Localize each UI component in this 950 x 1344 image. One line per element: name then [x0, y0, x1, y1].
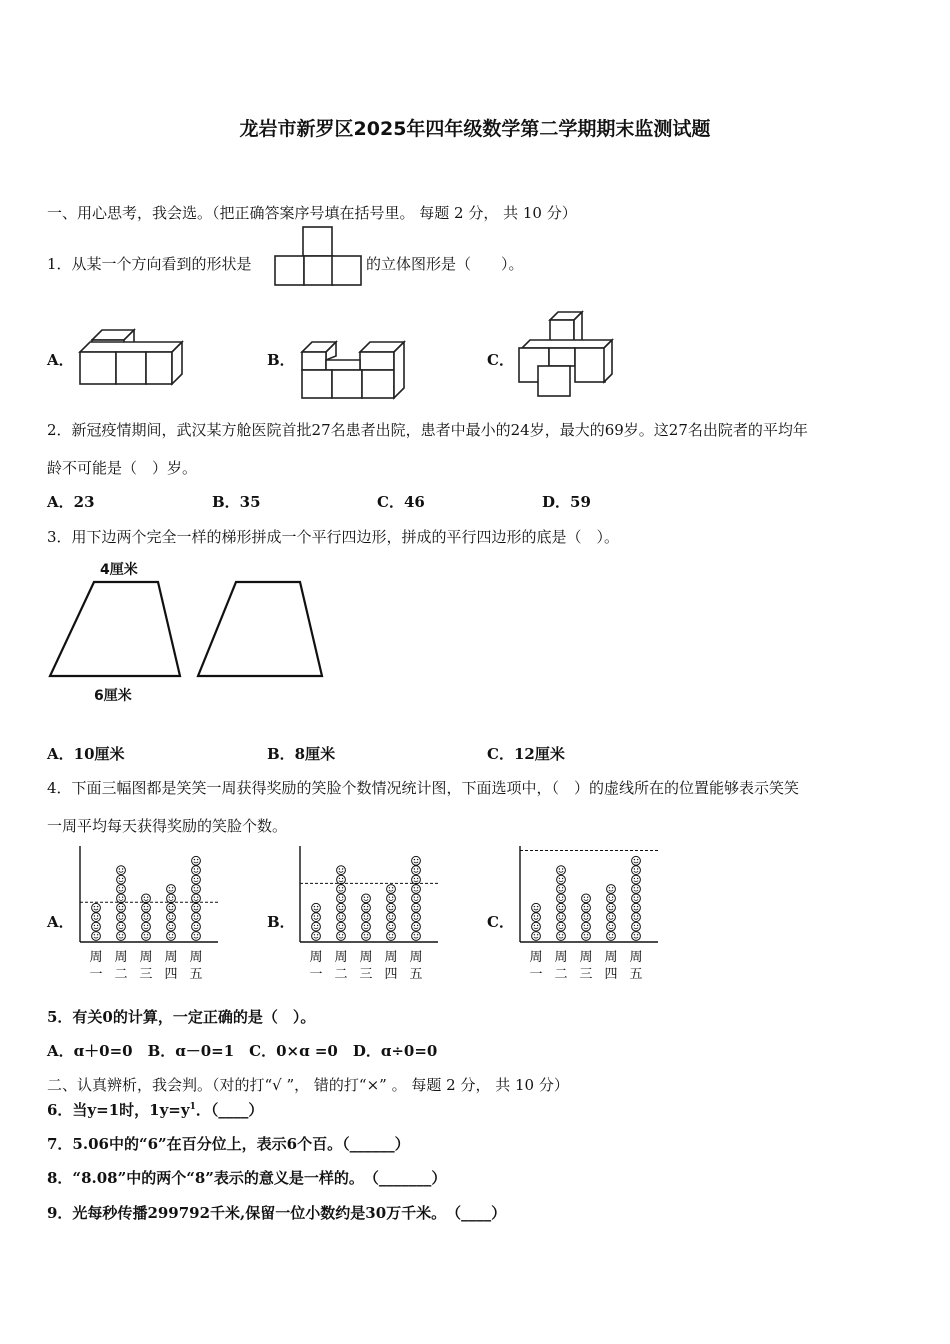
- smiley-face-icon: [167, 913, 176, 922]
- q1-suffix: 的立体图形是（ ）。: [366, 255, 524, 273]
- smiley-face-icon: [337, 903, 346, 912]
- smiley-face-icon: [607, 932, 616, 941]
- q3-option-c: C．12厘米: [487, 745, 565, 763]
- q4-option-c-label: C．: [487, 913, 514, 931]
- smiley-face-icon: [337, 885, 346, 894]
- smiley-face-icon: [117, 913, 126, 922]
- smiley-face-icon: [557, 894, 566, 903]
- smiley-face-icon: [557, 885, 566, 894]
- q2-text-line2: 龄不可能是（ ）岁。: [47, 459, 198, 477]
- trapezoid-top-label: 4厘米: [100, 562, 138, 578]
- smiley-face-icon: [412, 866, 421, 875]
- smiley-face-icon: [362, 932, 371, 941]
- smiley-face-icon: [117, 932, 126, 941]
- smiley-face-icon: [337, 866, 346, 875]
- smiley-face-icon: [557, 875, 566, 884]
- smiley-face-icon: [117, 894, 126, 903]
- smiley-face-icon: [412, 922, 421, 931]
- smiley-face-icon: [192, 856, 201, 865]
- smiley-face-icon: [312, 922, 321, 931]
- day-label-bottom: 四: [384, 967, 398, 982]
- smiley-face-icon: [192, 913, 201, 922]
- smiley-face-icon: [92, 903, 101, 912]
- smiley-face-icon: [142, 894, 151, 903]
- trapezoid-bottom-label: 6厘米: [94, 688, 132, 704]
- day-label-bottom: 四: [604, 967, 618, 982]
- smiley-face-icon: [412, 856, 421, 865]
- day-label-bottom: 三: [359, 967, 373, 982]
- q1-option-c-label: C．: [487, 351, 514, 369]
- smiley-face-icon: [117, 885, 126, 894]
- section-2-heading: 二、认真辨析，我会判。（对的打“√ ”， 错的打“×” 。 每题 2 分， 共 10 分）: [47, 1076, 569, 1094]
- smiley-column-周一: [312, 903, 321, 940]
- smiley-face-icon: [387, 885, 396, 894]
- smiley-column-周二: [117, 866, 126, 941]
- smiley-face-icon: [387, 932, 396, 941]
- smiley-face-icon: [557, 903, 566, 912]
- q4-text-line2: 一周平均每天获得奖励的笑脸个数。: [47, 817, 288, 835]
- smiley-face-icon: [117, 922, 126, 931]
- q5-options: A．ɑ＋0=0 B．ɑ－0=1 C．0×ɑ =0 D．ɑ÷0=0: [47, 1042, 438, 1060]
- q6-main: 6．当y=1时，1y=y: [47, 1101, 190, 1119]
- smiley-face-icon: [192, 885, 201, 894]
- smiley-chart-a: [76, 844, 222, 986]
- smiley-face-icon: [312, 913, 321, 922]
- smiley-face-icon: [387, 903, 396, 912]
- smiley-face-icon: [337, 894, 346, 903]
- smiley-face-icon: [387, 913, 396, 922]
- smiley-face-icon: [167, 894, 176, 903]
- smiley-column-周五: [632, 856, 641, 940]
- smiley-face-icon: [607, 913, 616, 922]
- q6-blank: ．（____）: [195, 1101, 264, 1119]
- smiley-face-icon: [532, 903, 541, 912]
- day-label-top: 周: [529, 950, 543, 965]
- q1-option-a-label: A．: [47, 351, 74, 369]
- smiley-face-icon: [632, 903, 641, 912]
- smiley-face-icon: [557, 866, 566, 875]
- smiley-face-icon: [557, 932, 566, 941]
- smiley-face-icon: [142, 913, 151, 922]
- day-label-bottom: 五: [189, 967, 203, 982]
- smiley-face-icon: [632, 875, 641, 884]
- smiley-face-icon: [607, 885, 616, 894]
- smiley-face-icon: [632, 894, 641, 903]
- q2-option-d: D．59: [542, 493, 591, 511]
- smiley-face-icon: [412, 885, 421, 894]
- smiley-face-icon: [387, 894, 396, 903]
- q2-option-b: B．35: [212, 493, 261, 511]
- smiley-face-icon: [117, 866, 126, 875]
- q2-option-a: A．23: [47, 493, 95, 511]
- smiley-face-icon: [337, 922, 346, 931]
- smiley-face-icon: [167, 922, 176, 931]
- day-label-bottom: 四: [164, 967, 178, 982]
- smiley-face-icon: [362, 894, 371, 903]
- smiley-face-icon: [167, 885, 176, 894]
- q3-option-b: B．8厘米: [267, 745, 336, 763]
- q2-option-c: C．46: [377, 493, 425, 511]
- q3-option-a: A．10厘米: [47, 745, 125, 763]
- day-label-top: 周: [604, 950, 618, 965]
- q4-option-a-label: A．: [47, 913, 74, 931]
- q1-option-b-label: B．: [267, 351, 295, 369]
- day-label-bottom: 一: [309, 967, 323, 982]
- smiley-column-周四: [607, 885, 616, 941]
- smiley-column-周五: [412, 856, 421, 940]
- smiley-face-icon: [607, 903, 616, 912]
- q9-text: 9．光每秒传播299792千米,保留一位小数约是30万千米。 （____）: [47, 1204, 507, 1222]
- day-label-top: 周: [629, 950, 643, 965]
- smiley-face-icon: [312, 903, 321, 912]
- smiley-column-周三: [582, 894, 591, 940]
- smiley-column-周二: [557, 866, 566, 941]
- day-label-top: 周: [334, 950, 348, 965]
- smiley-face-icon: [192, 866, 201, 875]
- smiley-face-icon: [532, 932, 541, 941]
- q6-text: [47, 1099, 263, 1120]
- day-label-top: 周: [89, 950, 103, 965]
- day-label-bottom: 二: [334, 967, 348, 982]
- q4-text-line1: 4．下面三幅图都是笑笑一周获得奖励的笑脸个数情况统计图，下面选项中，（ ）的虚线所在的位置能够表示笑笑: [47, 779, 800, 797]
- smiley-face-icon: [362, 922, 371, 931]
- smiley-face-icon: [362, 913, 371, 922]
- smiley-face-icon: [142, 903, 151, 912]
- smiley-face-icon: [632, 856, 641, 865]
- smiley-face-icon: [582, 922, 591, 931]
- smiley-face-icon: [582, 932, 591, 941]
- smiley-chart-b: [296, 844, 442, 986]
- smiley-face-icon: [192, 922, 201, 931]
- q8-text: 8．“8.08”中的两个“8”表示的意义是一样的。 （_______）: [47, 1169, 447, 1187]
- smiley-face-icon: [632, 922, 641, 931]
- smiley-face-icon: [532, 913, 541, 922]
- smiley-face-icon: [117, 875, 126, 884]
- smiley-face-icon: [387, 922, 396, 931]
- q7-text: 7．5.06中的“6”在百分位上，表示6个百。（______）: [47, 1135, 410, 1153]
- smiley-column-周一: [92, 903, 101, 940]
- smiley-face-icon: [167, 903, 176, 912]
- day-label-bottom: 一: [529, 967, 543, 982]
- smiley-face-icon: [92, 922, 101, 931]
- smiley-face-icon: [412, 894, 421, 903]
- smiley-face-icon: [337, 932, 346, 941]
- smiley-face-icon: [582, 894, 591, 903]
- day-label-bottom: 三: [139, 967, 153, 982]
- smiley-face-icon: [92, 932, 101, 941]
- smiley-column-周三: [142, 894, 151, 940]
- q5-text: 5．有关0的计算，一定正确的是（ ）。: [47, 1008, 316, 1026]
- smiley-face-icon: [142, 932, 151, 941]
- smiley-column-周二: [337, 866, 346, 941]
- day-label-top: 周: [114, 950, 128, 965]
- day-label-bottom: 二: [554, 967, 568, 982]
- smiley-face-icon: [412, 875, 421, 884]
- smiley-face-icon: [192, 903, 201, 912]
- day-label-top: 周: [579, 950, 593, 965]
- smiley-face-icon: [532, 922, 541, 931]
- smiley-column-周五: [192, 856, 201, 940]
- day-label-top: 周: [409, 950, 423, 965]
- trapezoid-figures: [48, 578, 348, 682]
- day-label-bottom: 一: [89, 967, 103, 982]
- q6-superscript: 1: [189, 1102, 196, 1112]
- page-title: 龙岩市新罗区2025年四年级数学第二学期期末监测试题: [239, 118, 711, 140]
- q1-option-b-figure: [298, 338, 408, 400]
- day-label-bottom: 五: [409, 967, 423, 982]
- smiley-face-icon: [337, 875, 346, 884]
- section-1-heading: 一、用心思考，我会选。（把正确答案序号填在括号里。 每题 2 分， 共 10 分）: [47, 204, 577, 222]
- day-label-top: 周: [384, 950, 398, 965]
- smiley-chart-c: [516, 844, 662, 986]
- trapezoid-left: [50, 582, 180, 676]
- smiley-face-icon: [582, 913, 591, 922]
- smiley-face-icon: [192, 894, 201, 903]
- smiley-face-icon: [142, 922, 151, 931]
- smiley-face-icon: [192, 875, 201, 884]
- smiley-face-icon: [362, 903, 371, 912]
- smiley-column-周三: [362, 894, 371, 940]
- smiley-face-icon: [337, 913, 346, 922]
- day-label-top: 周: [164, 950, 178, 965]
- smiley-face-icon: [557, 913, 566, 922]
- day-label-top: 周: [309, 950, 323, 965]
- smiley-face-icon: [607, 922, 616, 931]
- day-label-top: 周: [554, 950, 568, 965]
- smiley-face-icon: [632, 885, 641, 894]
- day-label-top: 周: [139, 950, 153, 965]
- smiley-face-icon: [412, 932, 421, 941]
- q4-option-b-label: B．: [267, 913, 295, 931]
- smiley-face-icon: [557, 922, 566, 931]
- smiley-column-周四: [167, 885, 176, 941]
- day-label-bottom: 五: [629, 967, 643, 982]
- day-label-bottom: 二: [114, 967, 128, 982]
- smiley-face-icon: [192, 932, 201, 941]
- day-label-bottom: 三: [579, 967, 593, 982]
- smiley-face-icon: [92, 913, 101, 922]
- day-label-top: 周: [189, 950, 203, 965]
- trapezoid-right: [198, 582, 322, 676]
- smiley-face-icon: [312, 932, 321, 941]
- smiley-face-icon: [632, 866, 641, 875]
- q1-option-a-figure: [78, 326, 186, 398]
- q1-option-c-figure: [516, 310, 616, 398]
- q2-text-line1: 2．新冠疫情期间，武汉某方舱医院首批27名患者出院，患者中最小的24岁，最大的69岁。这27名出院者的平均年: [47, 421, 808, 439]
- day-label-top: 周: [359, 950, 373, 965]
- smiley-face-icon: [412, 913, 421, 922]
- smiley-face-icon: [607, 894, 616, 903]
- smiley-column-周一: [532, 903, 541, 940]
- q1-front-view-figure: [274, 226, 362, 286]
- smiley-face-icon: [117, 903, 126, 912]
- smiley-column-周四: [387, 885, 396, 941]
- q1-prefix: 1．从某一个方向看到的形状是: [47, 255, 252, 273]
- smiley-face-icon: [632, 932, 641, 941]
- smiley-face-icon: [632, 913, 641, 922]
- smiley-face-icon: [582, 903, 591, 912]
- smiley-face-icon: [167, 932, 176, 941]
- smiley-face-icon: [412, 903, 421, 912]
- q3-text: 3．用下边两个完全一样的梯形拼成一个平行四边形，拼成的平行四边形的底是（ ）。: [47, 528, 620, 546]
